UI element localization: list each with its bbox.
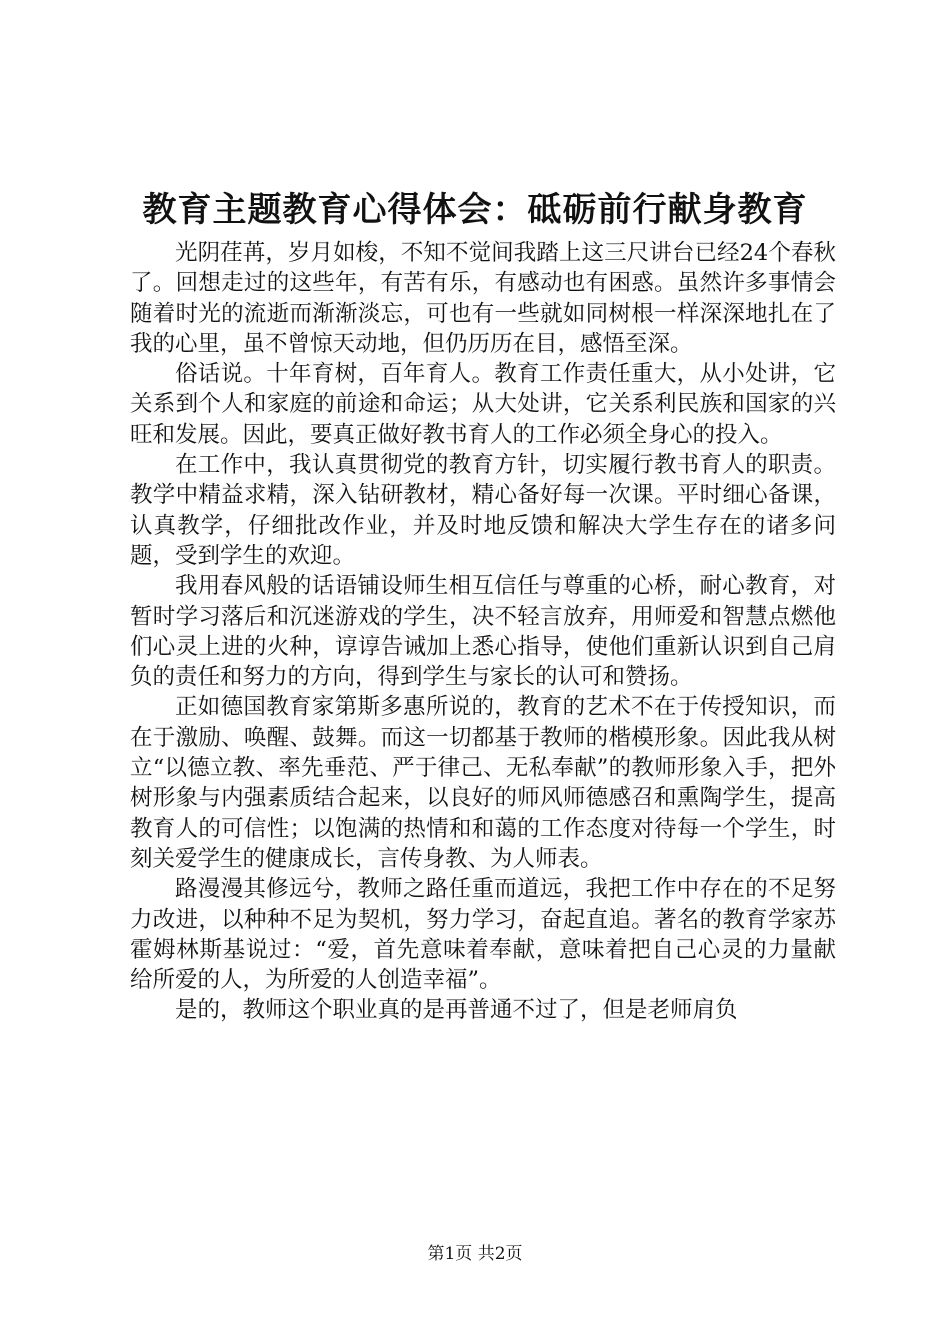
paragraph: 俗话说。十年育树，百年育人。教育工作责任重大，从小处讲，它关系到个人和家庭的前途和命运；从大处讲，它关系利民族和国家的兴旺和发展。因此，要真正做好教书育人的工作必须全身心的投入。 xyxy=(130,361,836,448)
paragraph: 正如德国教育家第斯多惠所说的，教育的艺术不在于传授知识，而在于激励、唤醒、鼓舞。而这一切都基于教师的楷模形象。因此我从树立“以德立教、率先垂范、严于律己、无私奉献”的教师形象入手，把外树形象与内强素质结合起来，以良好的师风师德感召和熏陶学生，提高教育人的可信性；以饱满的热情和和蔼的工作态度对待每一个学生，时刻关爱学生的健康成长，言传身教、为人师表。 xyxy=(130,694,836,872)
paragraph: 光阴荏苒，岁月如梭，不知不觉间我踏上这三尺讲台已经24个春秋了。回想走过的这些年，有苦有乐，有感动也有困惑。虽然许多事情会随着时光的流逝而渐渐淡忘，可也有一些就如同树根一样深深地扎在了我的心里，虽不曾惊天动地，但仍历历在目，感悟至深。 xyxy=(130,240,836,357)
document-title: 教育主题教育心得体会：砥砺前行献身教育 xyxy=(142,190,808,230)
paragraph: 在工作中，我认真贯彻党的教育方针，切实履行教书育人的职责。教学中精益求精，深入钻研教材，精心备好每一次课。平时细心备课，认真教学，仔细批改作业，并及时地反馈和解决大学生存在的诸多问题，受到学生的欢迎。 xyxy=(130,452,836,569)
document-body xyxy=(130,238,836,1026)
paragraph: 路漫漫其修远兮，教师之路任重而道远，我把工作中存在的不足努力改进，以种种不足为契机，努力学习，奋起直追。著名的教育学家苏霍姆林斯基说过：“爱，首先意味着奉献，意味着把自己心灵的力量献给所爱的人，为所爱的人创造幸福”。 xyxy=(130,876,836,994)
paragraph: 是的，教师这个职业真的是再普通不过了，但是老师肩负 xyxy=(175,997,738,1024)
page-number-footer: 第1页 共2页 xyxy=(427,1244,523,1264)
paragraph: 我用春风般的话语铺设师生相互信任与尊重的心桥，耐心教育，对暂时学习落后和沉迷游戏的学生，决不轻言放弃，用师爱和智慧点燃他们心灵上进的火种，谆谆告诫加上悉心指导，使他们重新认识到自己肩负的责任和努力的方向，得到学生与家长的认可和赞扬。 xyxy=(130,573,836,691)
